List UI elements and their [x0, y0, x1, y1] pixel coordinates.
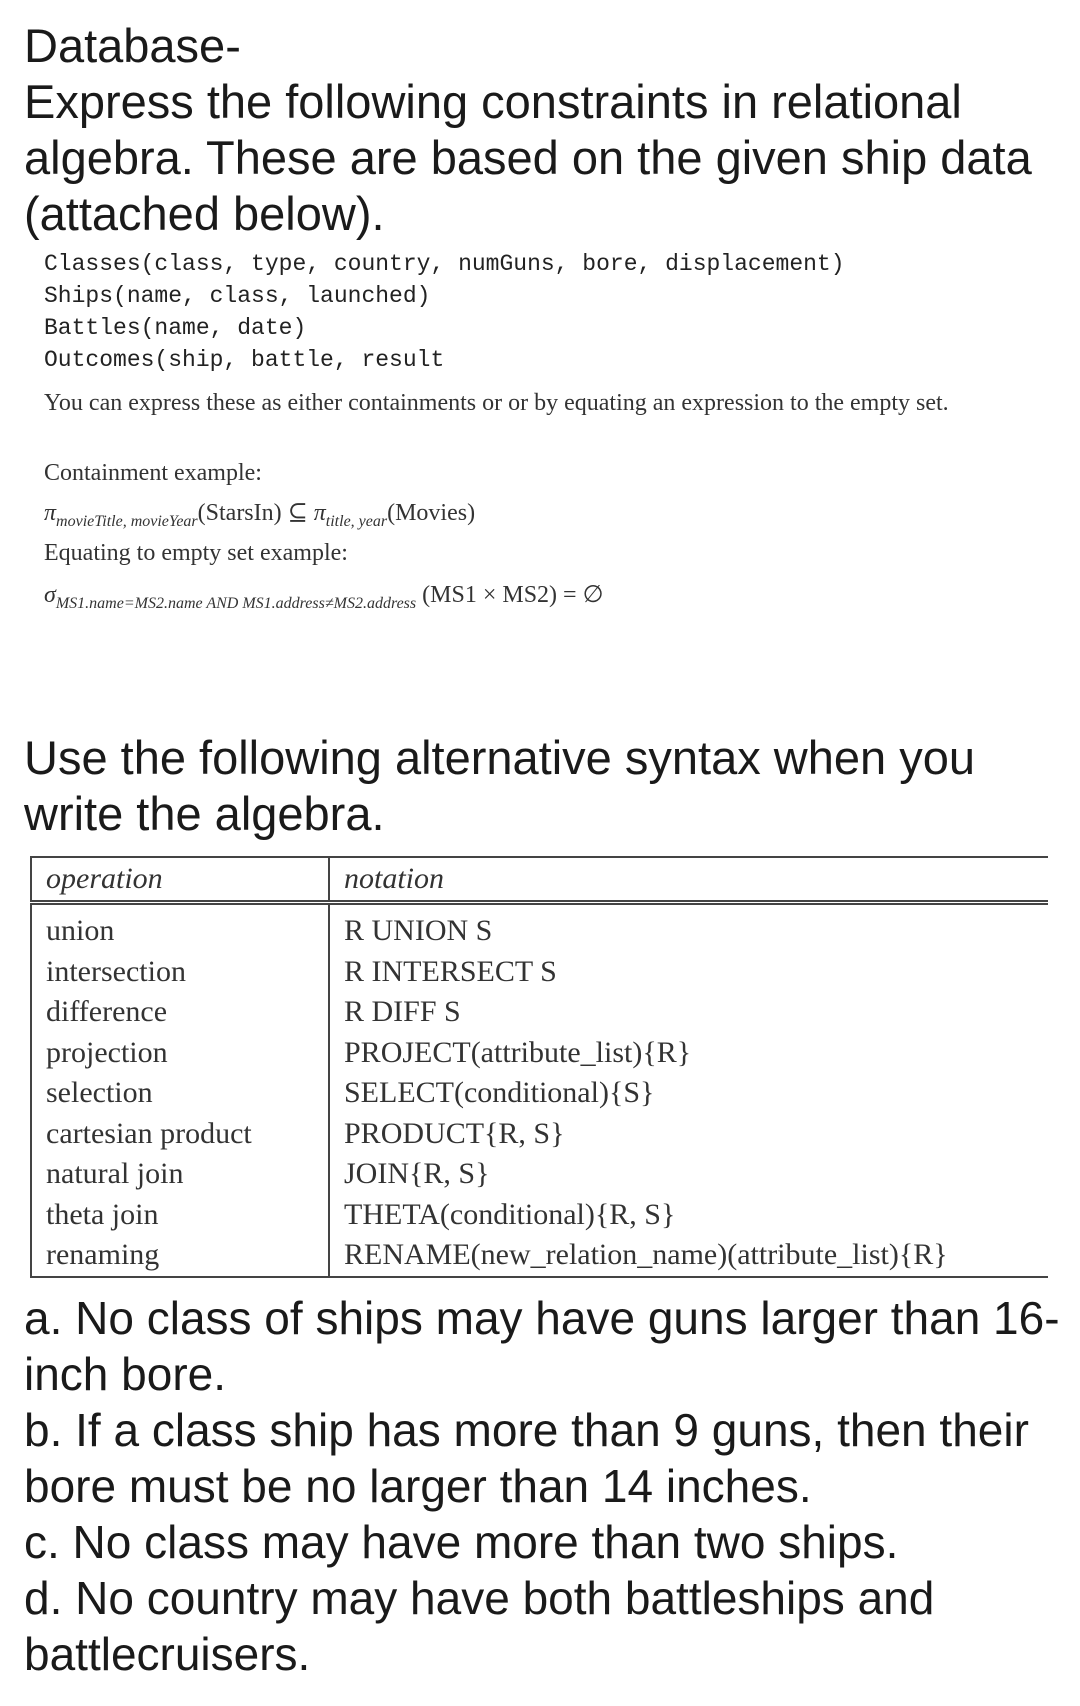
constraint-c: c. No class may have more than two ships. [24, 1516, 899, 1568]
operation-cell: union [31, 903, 329, 952]
heading-prompt: Express the following constraints in relational algebra. These are based on the given ship data (attached below). [24, 75, 1032, 240]
constraint-d: d. No country may have both battleships and battlecruisers. [24, 1572, 935, 1680]
table-row [31, 1114, 1048, 1155]
empty-set-example [44, 580, 603, 613]
alt-syntax-table [30, 856, 1048, 1278]
notation-cell: RENAME(new_relation_name)(attribute_list){R} [329, 1235, 1048, 1277]
table-row [31, 1154, 1048, 1195]
pi-symbol: π [44, 500, 57, 526]
relation-starsin: (StarsIn) [197, 500, 282, 526]
table-row [31, 1033, 1048, 1074]
instructions-intro: You can express these as either containments or or by equating an expression to the empty set. [44, 390, 949, 416]
subset-symbol: ⊆ [287, 500, 308, 526]
containment-label: Containment example: [44, 460, 262, 486]
operation-cell: selection [31, 1073, 329, 1114]
table-row [31, 1073, 1048, 1114]
table-row [31, 1235, 1048, 1277]
sigma-subscript: MS1.name=MS2.name AND MS1.address≠MS2.address [55, 595, 417, 612]
schema-block [44, 248, 845, 376]
constraint-a: a. No class of ships may have guns larger than 16-inch bore. [24, 1292, 1060, 1400]
operation-cell: difference [31, 992, 329, 1033]
schema-line-battles: Battles(name, date) [44, 315, 307, 341]
table-row [31, 1195, 1048, 1236]
containment-example [44, 498, 475, 531]
pi-subscript-left: movieTitle, movieYear [56, 513, 198, 530]
schema-line-classes: Classes(class, type, country, numGuns, bore, displacement) [44, 251, 845, 277]
table-row [31, 952, 1048, 993]
notation-cell: PROJECT(attribute_list){R} [344, 1035, 692, 1069]
schema-line-outcomes: Outcomes(ship, battle, result [44, 347, 445, 373]
constraints-list [24, 1290, 1064, 1682]
relation-movies: (Movies) [387, 500, 476, 526]
notation-cell: R INTERSECT S [344, 954, 557, 988]
notation-cell: PRODUCT{R, S} [344, 1116, 565, 1150]
column-header-notation: notation [329, 857, 1048, 903]
operation-cell: intersection [31, 952, 329, 993]
notation-cell: R DIFF S [344, 995, 461, 1029]
schema-line-ships: Ships(name, class, launched) [44, 283, 431, 309]
notation-cell: SELECT(conditional){S} [344, 1076, 655, 1110]
constraint-b: b. If a class ship has more than 9 guns, then their bore must be no larger than 14 inches. [24, 1404, 1029, 1512]
empty-set-label: Equating to empty set example: [44, 540, 348, 566]
pi-symbol-2: π [313, 500, 326, 526]
sigma-symbol: σ [44, 582, 56, 608]
column-header-operation: operation [31, 857, 329, 903]
question-heading [24, 18, 1064, 242]
alt-syntax-heading: Use the following alternative syntax when you write the algebra. [24, 731, 975, 840]
table-row [31, 992, 1048, 1033]
operation-cell: renaming [31, 1235, 329, 1277]
operation-cell: projection [31, 1033, 329, 1074]
pi-subscript-right: title, year [325, 513, 388, 530]
notation-cell: R UNION S [344, 914, 493, 948]
operation-cell: cartesian product [31, 1114, 329, 1155]
notation-cell: THETA(conditional){R, S} [344, 1197, 676, 1231]
heading-title: Database- [24, 19, 241, 72]
empty-set-body: (MS1 × MS2) = ∅ [422, 582, 604, 608]
operation-cell: theta join [31, 1195, 329, 1236]
operation-cell: natural join [31, 1154, 329, 1195]
notation-cell: JOIN{R, S} [344, 1157, 490, 1191]
table-header-row [31, 857, 1048, 903]
table-row [31, 903, 1048, 952]
